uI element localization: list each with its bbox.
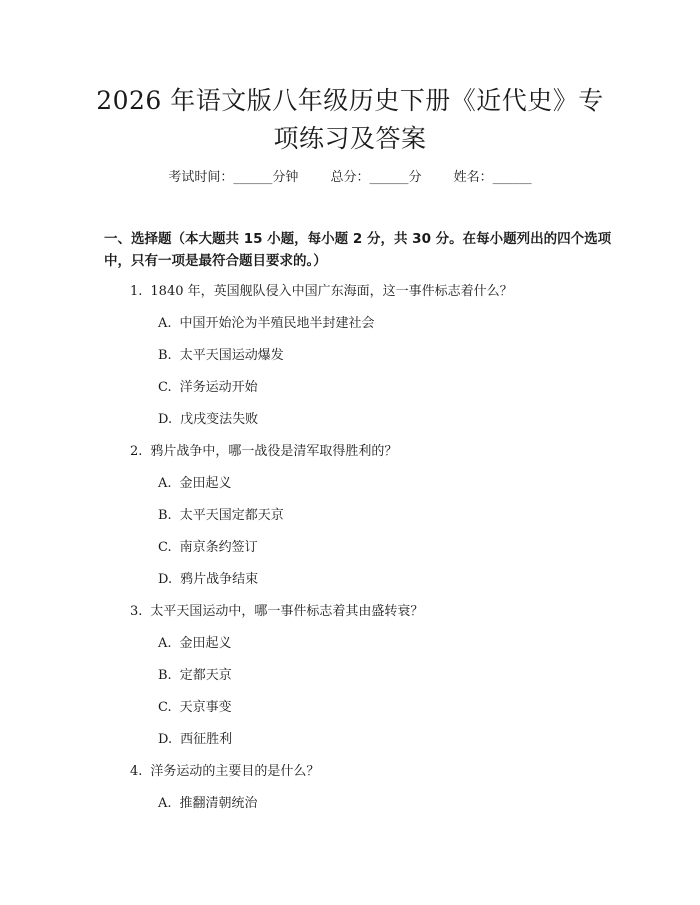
exam-meta	[0, 168, 700, 188]
question-3	[130, 602, 423, 622]
q2-option-c	[158, 538, 258, 558]
question-number: 4.	[130, 764, 143, 779]
question-text: 鸦片战争中，哪一战役是清军取得胜利的？	[150, 444, 398, 459]
exam-time-field: 考试时间：______分钟	[168, 170, 299, 185]
question-text: 1840 年，英国舰队侵入中国广东海面，这一事件标志着什么？	[150, 284, 513, 299]
option-letter: B.	[158, 348, 172, 363]
q2-option-a	[158, 474, 232, 494]
question-1	[130, 282, 513, 302]
document-title: 2026 年语文版八年级历史下册《近代史》专项练习及答案	[96, 86, 604, 153]
question-4	[130, 762, 319, 782]
option-letter: C.	[158, 540, 172, 555]
q3-option-d	[158, 730, 232, 750]
option-text: 南京条约签订	[179, 540, 258, 555]
question-number: 1.	[130, 284, 143, 299]
option-letter: C.	[158, 700, 172, 715]
q2-option-d	[158, 570, 258, 590]
option-letter: D.	[158, 572, 173, 587]
option-letter: A.	[158, 316, 172, 331]
option-text: 定都天京	[179, 668, 232, 683]
option-text: 太平天国定都天京	[179, 508, 284, 523]
option-letter: C.	[158, 380, 172, 395]
q3-option-c	[158, 698, 232, 718]
question-number: 2.	[130, 444, 143, 459]
option-text: 洋务运动开始	[179, 380, 258, 395]
option-text: 太平天国运动爆发	[179, 348, 284, 363]
option-text: 金田起义	[179, 636, 232, 651]
option-letter: A.	[158, 796, 172, 811]
option-letter: B.	[158, 668, 172, 683]
question-text: 太平天国运动中，哪一事件标志着其由盛转衰？	[150, 604, 424, 619]
option-text: 中国开始沦为半殖民地半封建社会	[179, 316, 375, 331]
student-name-field: 姓名：______	[453, 170, 532, 185]
q3-option-b	[158, 666, 232, 686]
question-2	[130, 442, 397, 462]
total-score-field: 总分：______分	[330, 170, 422, 185]
q1-option-d	[158, 410, 258, 430]
q4-option-a	[158, 794, 258, 814]
q1-option-c	[158, 378, 258, 398]
q2-option-b	[158, 506, 284, 526]
option-text: 西征胜利	[180, 732, 233, 747]
option-text: 推翻清朝统治	[179, 796, 258, 811]
q1-option-b	[158, 346, 284, 366]
question-number: 3.	[130, 604, 143, 619]
option-text: 金田起义	[179, 476, 232, 491]
question-text: 洋务运动的主要目的是什么？	[150, 764, 320, 779]
option-text: 天京事变	[179, 700, 232, 715]
option-letter: B.	[158, 508, 172, 523]
option-letter: D.	[158, 732, 173, 747]
option-letter: A.	[158, 636, 172, 651]
q3-option-a	[158, 634, 232, 654]
option-letter: D.	[158, 412, 173, 427]
option-text: 戊戌变法失败	[180, 412, 259, 427]
option-letter: A.	[158, 476, 172, 491]
q1-option-a	[158, 314, 375, 334]
option-text: 鸦片战争结束	[180, 572, 259, 587]
section-heading: 一、选择题（本大题共 15 小题，每小题 2 分，共 30 分。在每小题列出的四个选项中，只有一项是最符合题目要求的。）	[104, 231, 612, 269]
